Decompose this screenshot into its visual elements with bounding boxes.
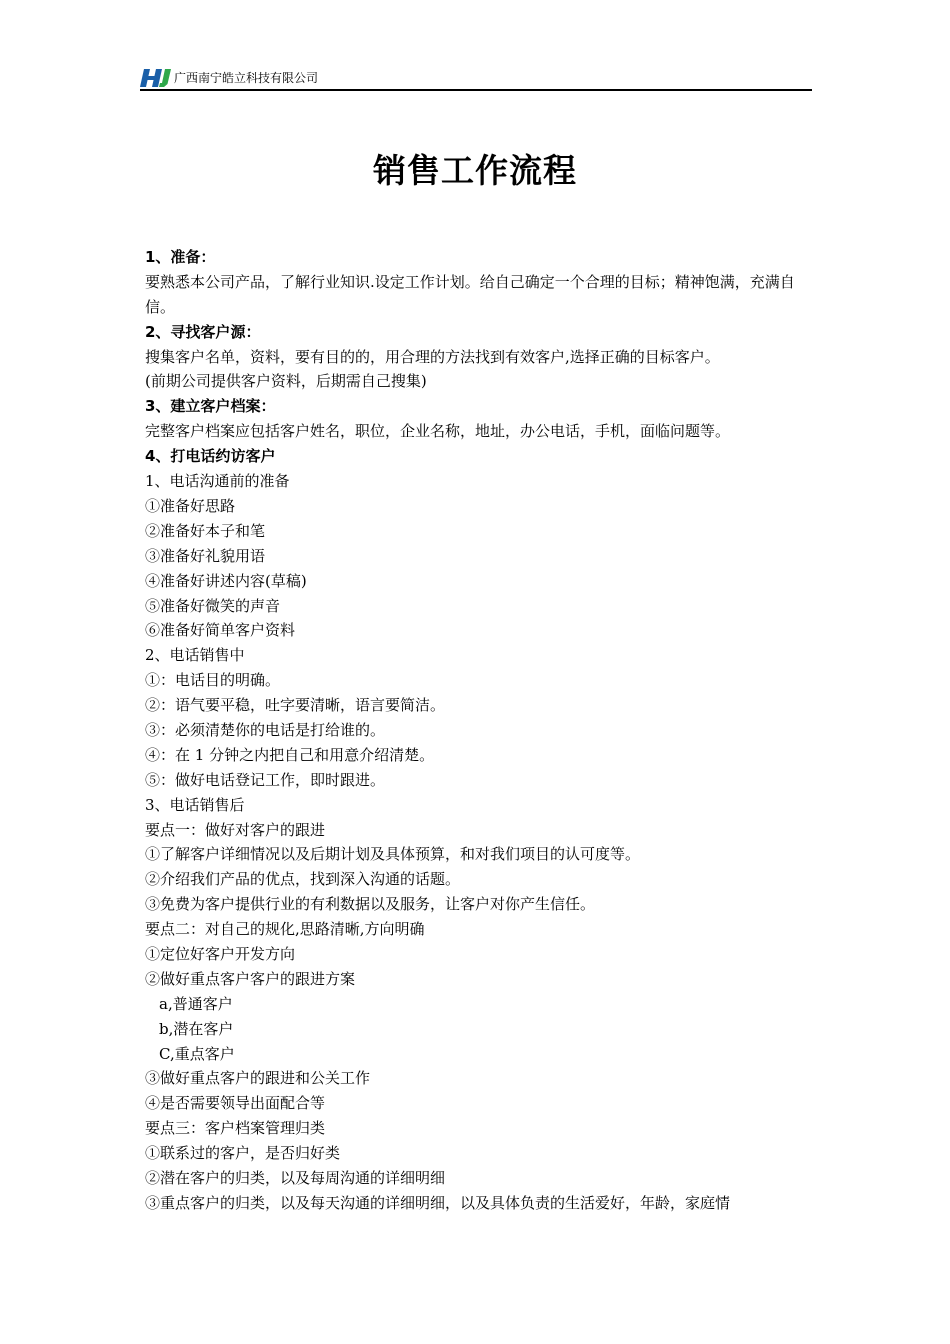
body-line: 3、电话销售后 [145,795,245,814]
body-line: ②潜在客户的归类，以及每周沟通的详细明细 [145,1168,446,1187]
body-line: ②做好重点客户客户的跟进方案 [145,969,356,988]
body-line: ④：在 1 分钟之内把自己和用意介绍清楚。 [145,745,435,764]
body-line: 2、电话销售中 [145,646,245,665]
body-line: ①联系过的客户，是否归好类 [145,1144,341,1163]
document-body [145,245,815,1216]
body-line: b,潜在客户 [159,1019,234,1038]
body-line: 搜集客户名单，资料，要有目的的，用合理的方法找到有效客户,选择正确的目标客户。 [145,347,720,366]
body-line: ⑥准备好简单客户资料 [145,621,296,640]
section-heading: 4、打电话约访客户 [145,447,276,466]
body-line: ①：电话目的明确。 [145,671,281,690]
company-name: 广西南宁皓立科技有限公司 [174,71,319,85]
document-title: 销售工作流程 [373,151,577,190]
body-line: 要点一：做好对客户的跟进 [145,820,326,839]
body-line: ③：必须清楚你的电话是打给谁的。 [145,720,386,739]
body-line: ②：语气要平稳，吐字要清晰，语言要简洁。 [145,696,446,715]
body-line: ①准备好思路 [145,496,236,515]
body-line: C,重点客户 [159,1044,235,1063]
body-line: a,普通客户 [159,994,233,1013]
section-heading: 3、建立客户档案： [145,397,276,416]
body-line: 1、电话沟通前的准备 [145,472,290,491]
body-line: ④是否需要领导出面配合等 [145,1094,326,1113]
header-divider [140,89,812,91]
body-line: ④准备好讲述内容(草稿) [145,571,307,590]
body-line: ⑤准备好微笑的声音 [145,596,281,615]
body-line: ①了解客户详细情况以及后期计划及具体预算，和对我们项目的认可度等。 [145,845,641,864]
body-line: 要点二：对自己的规化,思路清晰,方向明确 [145,920,425,939]
company-logo-icon [140,68,172,88]
body-line: 要点三：客户档案管理归类 [145,1119,326,1138]
body-line: ③重点客户的归类，以及每天沟通的详细明细，以及具体负责的生活爱好，年龄，家庭情 [145,1193,731,1212]
body-line: ③做好重点客户的跟进和公关工作 [145,1069,371,1088]
body-line: ③准备好礼貌用语 [145,546,266,565]
body-line: (前期公司提供客户资料，后期需自己搜集) [145,372,427,391]
body-line: ②准备好本子和笔 [145,521,266,540]
body-line: 要熟悉本公司产品，了解行业知识.设定工作计划。给自己确定一个合理的目标；精神饱满，充满自信。 [145,272,795,316]
section-heading: 1、准备： [145,248,216,266]
body-line: 完整客户档案应包括客户姓名，职位，企业名称，地址，办公电话，手机，面临问题等。 [145,422,731,441]
body-line: ③免费为客户提供行业的有利数据以及服务，让客户对你产生信任。 [145,895,596,914]
body-line: ①定位好客户开发方向 [145,944,296,963]
page-header [140,66,812,90]
body-line: ⑤：做好电话登记工作，即时跟进。 [145,770,386,789]
body-line: ②介绍我们产品的优点，找到深入沟通的话题。 [145,870,461,889]
section-heading: 2、寻找客户源： [145,322,261,341]
